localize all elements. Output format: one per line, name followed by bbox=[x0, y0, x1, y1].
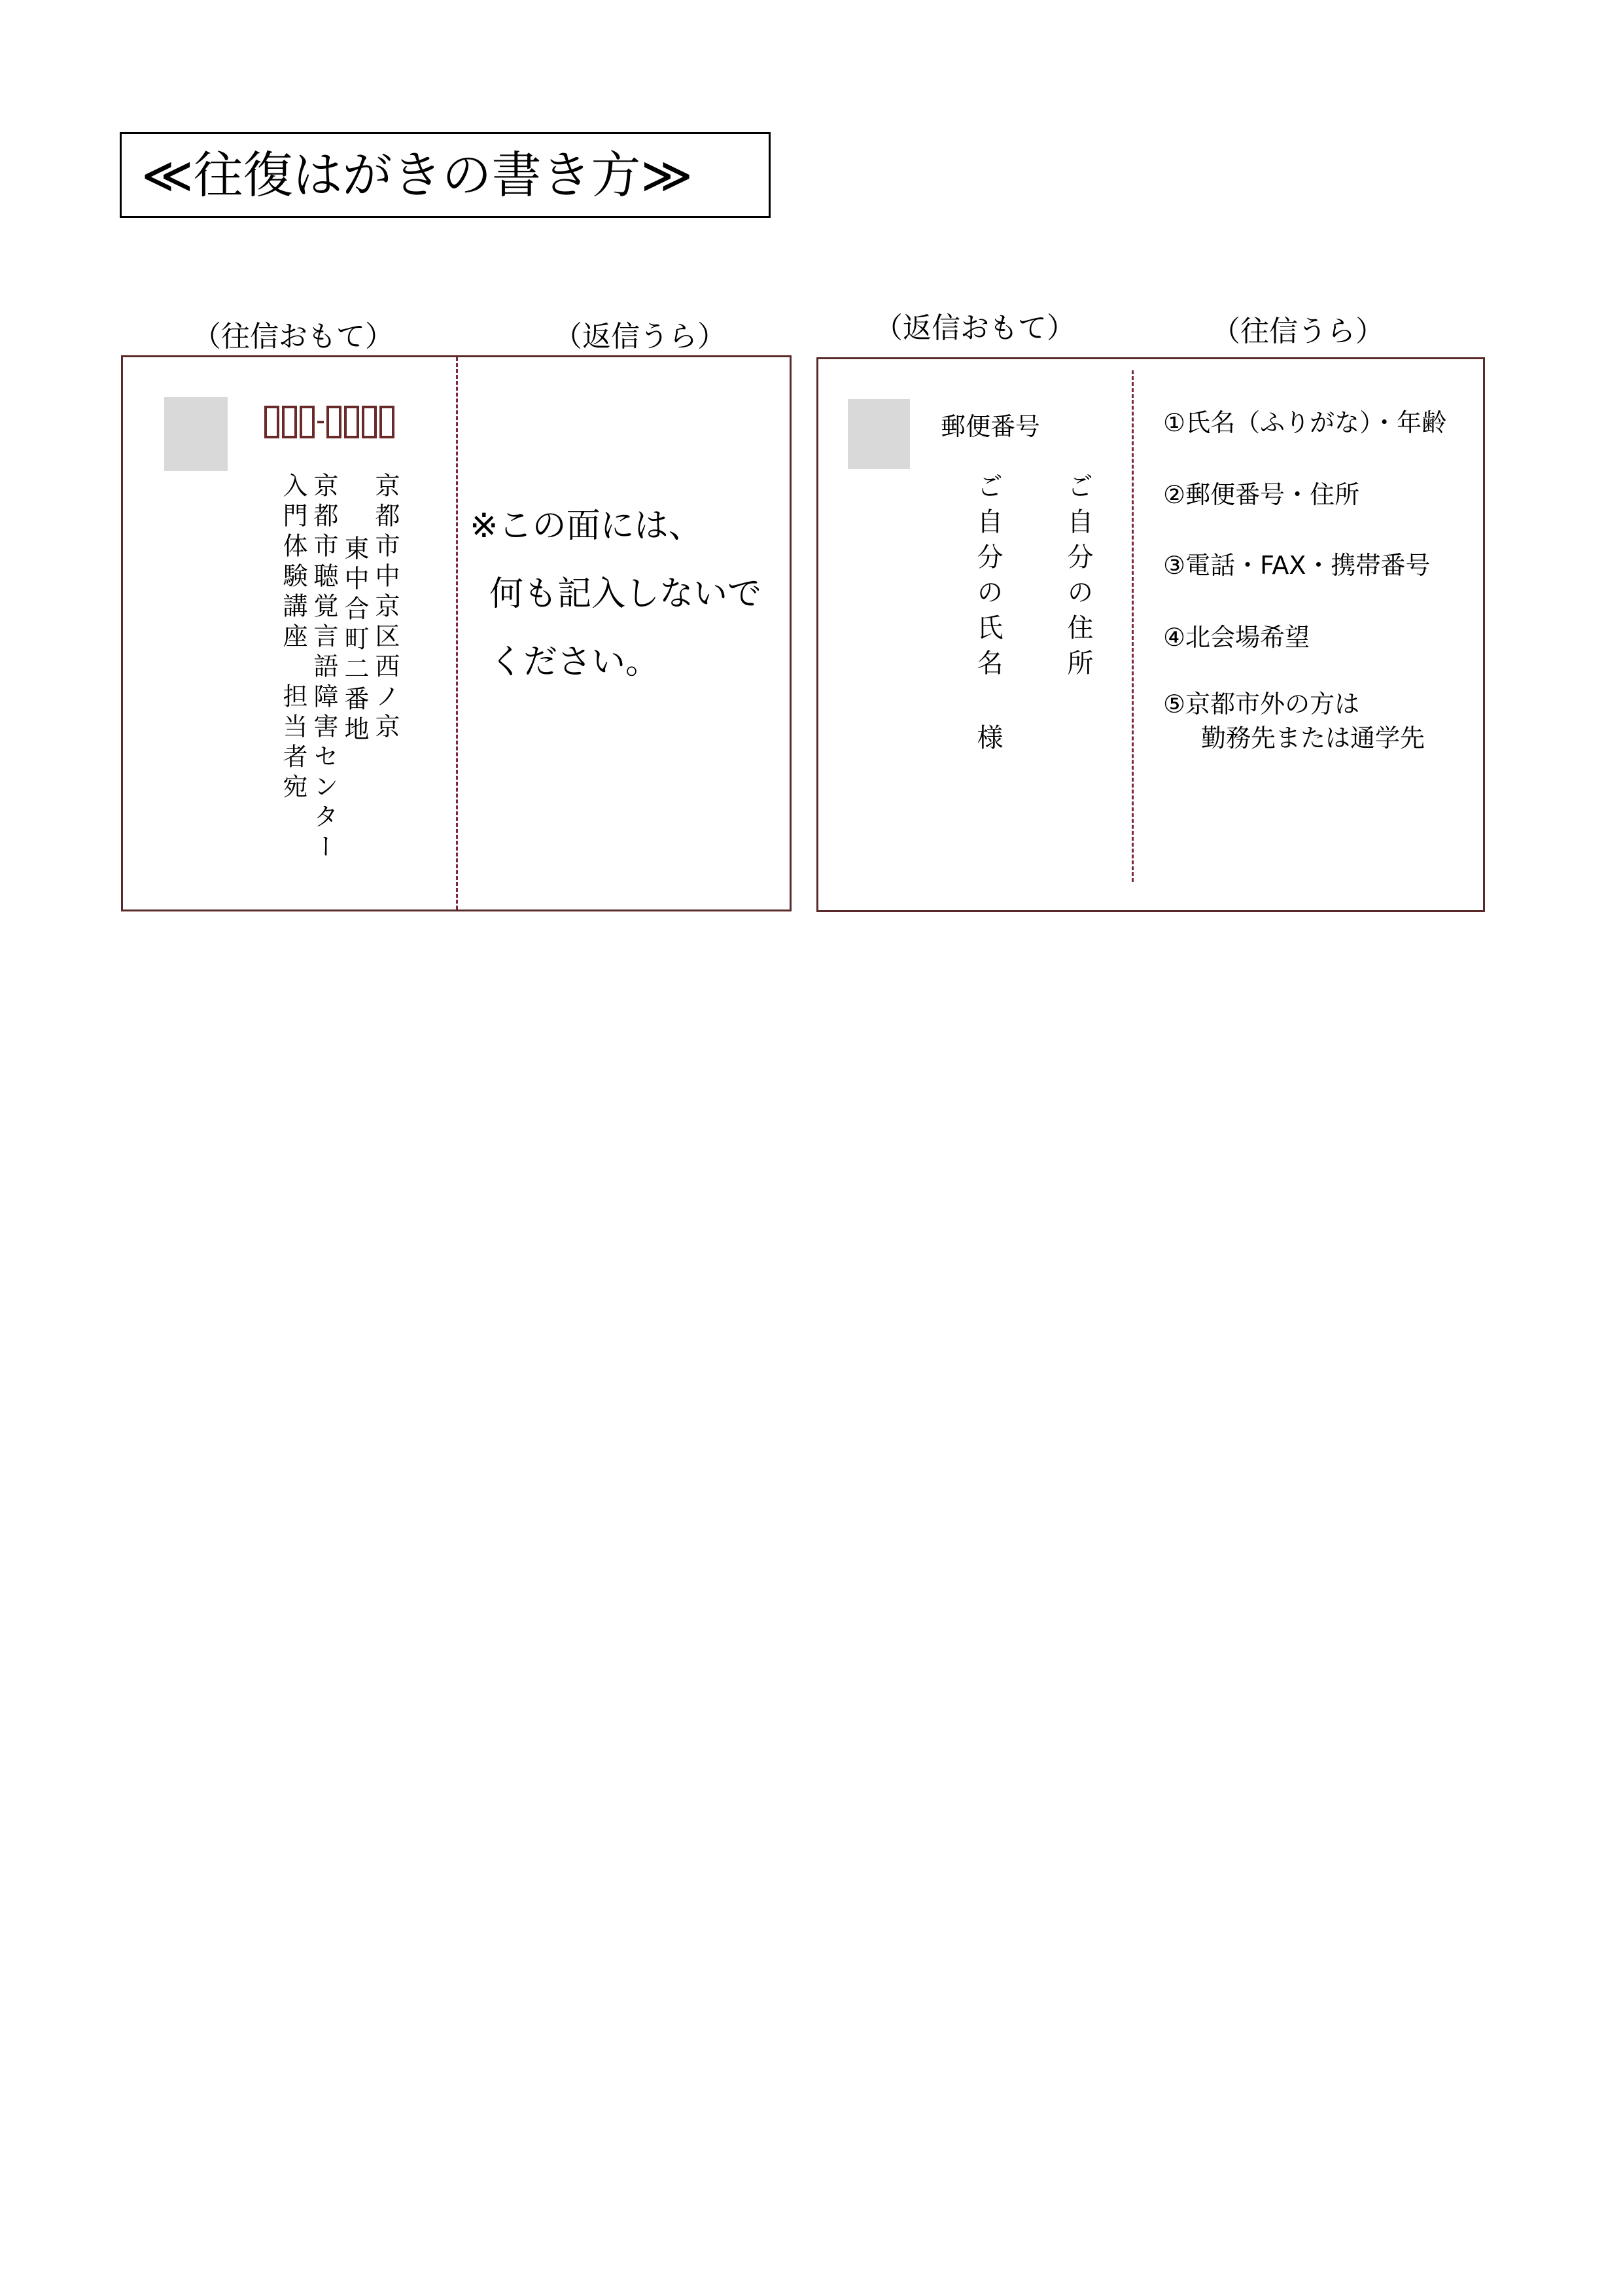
item-phone-fax: ③電話・FAX・携帯番号 bbox=[1163, 551, 1431, 580]
postal-code-label: 郵便番号 bbox=[941, 412, 1041, 441]
your-address: ご自分の住所 bbox=[1063, 472, 1093, 684]
postal-digit-box bbox=[344, 406, 359, 438]
postal-digit-box bbox=[282, 406, 297, 438]
recipient-organization: 京都市聴覚言語障害センター bbox=[309, 472, 338, 864]
page-title: ≪往復はがきの書き方≫ bbox=[120, 132, 771, 218]
item-venue: ④北会場希望 bbox=[1163, 623, 1310, 652]
item-workplace-school: 勤務先または通学先 bbox=[1201, 724, 1425, 752]
note-line-3: ください。 bbox=[489, 643, 660, 682]
recipient-department: 入門体験講座 担当者宛 bbox=[279, 472, 307, 804]
stamp-placeholder-left bbox=[164, 397, 228, 471]
label-oushin-omote: （往信おもて） bbox=[192, 320, 394, 353]
postal-hyphen bbox=[317, 421, 324, 423]
honorific-sama: 様 bbox=[973, 724, 1003, 759]
postal-digit-box bbox=[264, 406, 279, 438]
note-line-2: 何も記入しないで bbox=[489, 574, 762, 614]
address-line-2: 東中合町二番地 bbox=[340, 535, 369, 746]
right-postcard bbox=[816, 357, 1485, 912]
item-outside-kyoto: ⑤京都市外の方は bbox=[1163, 690, 1360, 718]
postal-digit-box bbox=[379, 406, 394, 438]
note-line-1: ※この面には、 bbox=[470, 506, 703, 546]
postal-digit-box bbox=[300, 406, 315, 438]
item-postal-address: ②郵便番号・住所 bbox=[1163, 480, 1360, 509]
label-oushin-ura: （往信うら） bbox=[1212, 315, 1384, 348]
right-card-fold-line bbox=[1132, 370, 1134, 882]
postal-code-boxes bbox=[264, 406, 397, 438]
postal-digit-box bbox=[362, 406, 377, 438]
item-name-age: ①氏名（ふりがな）・年齢 bbox=[1163, 408, 1447, 437]
address-line-1: 京都市中京区西ノ京 bbox=[371, 472, 400, 743]
label-henshin-ura: （返信うら） bbox=[553, 320, 726, 353]
left-card-fold-line bbox=[456, 357, 458, 910]
postal-digit-box bbox=[326, 406, 341, 438]
label-henshin-omote: （返信おもて） bbox=[874, 311, 1075, 345]
stamp-placeholder-right bbox=[848, 399, 910, 469]
your-name: ご自分の氏名 bbox=[973, 472, 1003, 684]
